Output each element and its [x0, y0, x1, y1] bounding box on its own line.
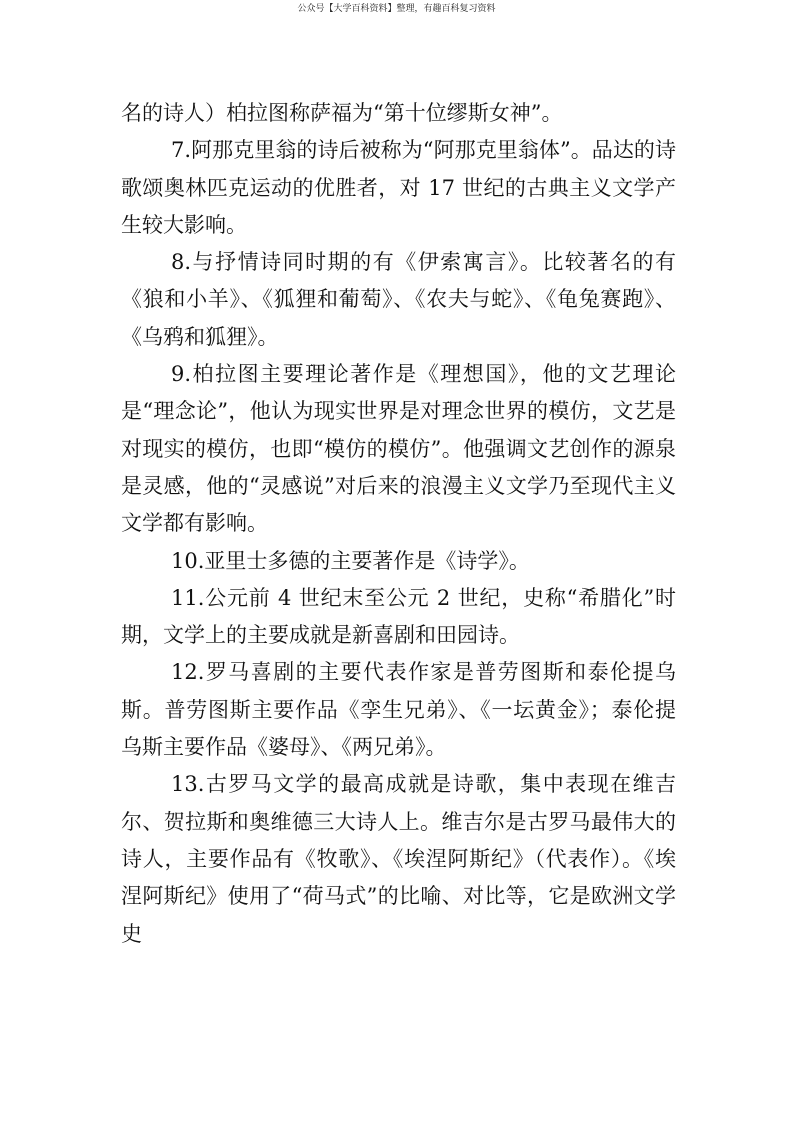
page-header-watermark: 公众号【大学百科资料】整理，有趣百科复习资料 — [297, 4, 496, 14]
paragraph-item-9: 9.柏拉图主要理论著作是《理想国》，他的文艺理论是“理念论”，他认为现实世界是对理念世界的模仿，文艺是对现实的模仿，也即“模仿的模仿”。他强调文艺创作的源泉是灵感，他的“灵感说”对后来的浪漫主义文学乃至现代主义文学都有影响。 — [121, 362, 676, 536]
paragraph-item-12: 12.罗马喜剧的主要代表作家是普劳图斯和泰伦提乌斯。普劳图斯主要作品《孪生兄弟》、《一坛黄金》；泰伦提乌斯主要作品《婆母》、《两兄弟》。 — [121, 660, 676, 760]
paragraph-item-8: 8.与抒情诗同时期的有《伊索寓言》。比较著名的有《狼和小羊》、《狐狸和葡萄》、《农夫与蛇》、《龟兔赛跑》、《乌鸦和狐狸》。 — [121, 250, 676, 349]
paragraph-item-7: 7.阿那克里翁的诗后被称为“阿那克里翁体”。品达的诗歌颂奥林匹克运动的优胜者，对 17 世纪的古典主义文学产生较大影响。 — [121, 138, 676, 237]
paragraph-item-11: 11.公元前 4 世纪末至公元 2 世纪，史称“希腊化”时期，文学上的主要成就是新喜剧和田园诗。 — [121, 585, 676, 648]
paragraph-continuation: 名的诗人）柏拉图称萨福为“第十位缪斯女神”。 — [121, 101, 563, 125]
document-body — [121, 95, 676, 953]
paragraph-item-10: 10.亚里士多德的主要著作是《诗学》。 — [171, 548, 530, 573]
paragraph-item-13: 13.古罗马文学的最高成就是诗歌，集中表现在维吉尔、贺拉斯和奥维德三大诗人上。维吉尔是古罗马最伟大的诗人，主要作品有《牧歌》、《埃涅阿斯纪》（代表作）。《埃涅阿斯纪》使用了“荷马式”的比喻、对比等，它是欧洲文学史 — [121, 772, 676, 946]
